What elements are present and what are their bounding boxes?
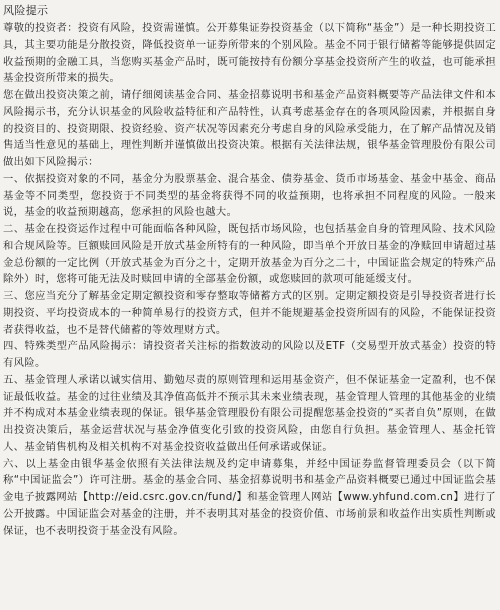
paragraph-registration: 六、以上基金由银华基金依照有关法律法规及约定申请募集，并经中国证券监督管理委员会（以下简称“中国证监会”）许可注册。基金的基金合同、基金招募说明书和基金产品资料概要已通过中国证监会基金电子披露网站【http://eid.csrc.gov.cn/fund/】和基金管理人网站【www.yhfund.com.cn】进行了公开披露。中国证监会对基金的注册，并不表明其对基金的投资价值、市场前景和收益作出实质性判断或保证，也不表明投资于基金没有风险。 [3, 457, 496, 537]
paragraph-greeting: 尊敬的投资者：投资有风险，投资需谨慎。公开募集证券投资基金（以下简称“基金”）是一种长期投资工具，其主要功能是分散投资，降低投资单一证券所带来的个别风险。基金不同于银行储蓄等能够提供固定收益预期的金融工具，当您购买基金产品时，既可能按持有份额分享基金投资所产生的收益，也可能承担基金投资所带来的损失。 [3, 22, 496, 85]
paragraph-regular-investment: 三、您应当充分了解基金定期定额投资和零存整取等储蓄方式的区别。定期定额投资是引导投资者进行长期投资、平均投资成本的一种简单易行的投资方式，但并不能规避基金投资所固有的风险，不能保证投资者获得收益，也不是替代储蓄的等效理财方式。 [3, 290, 496, 336]
paragraph-manager-commitment: 五、基金管理人承诺以诚实信用、勤勉尽责的原则管理和运用基金资产，但不保证基金一定盈利，也不保证最低收益。基金的过往业绩及其净值高低并不预示其未来业绩表现，基金管理人管理的其他基金的业绩并不构成对本基金业绩表现的保证。银华基金管理股份有限公司提醒您基金投资的“买者自负”原则，在做出投资决策后，基金运营状况与基金净值变化引致的投资风险，由您自行负担。基金管理人、基金托管人、基金销售机构及相关机构不对基金投资收益做出任何承诺或保证。 [3, 373, 496, 453]
paragraph-investment-decision: 您在做出投资决策之前，请仔细阅读基金合同、基金招募说明书和基金产品资料概要等产品法律文件和本风险揭示书，充分认识基金的风险收益特征和产品特性，认真考虑基金存在的各项风险因素，并根据自身的投资目的、投资期限、投资经验、资产状况等因素充分考虑自身的风险承受能力，在了解产品情况及销售适当性意见的基础上，理性判断并谨慎做出投资决策。根据有关法律法规，银华基金管理股份有限公司做出如下风险揭示： [3, 89, 496, 168]
document-title: 风险提示 [3, 4, 49, 17]
paragraph-fund-types: 一、依据投资对象的不同，基金分为股票基金、混合基金、债券基金、货币市场基金、基金中基金、商品基金等不同类型，您投资于不同类型的基金将获得不同的收益预期，也将承担不同程度的风险。一般来说，基金的收益预期越高，您承担的风险也越大。 [3, 172, 496, 219]
paragraph-operational-risks: 二、基金在投资运作过程中可能面临各种风险，既包括市场风险，也包括基金自身的管理风险、技术风险和合规风险等。巨额赎回风险是开放式基金所特有的一种风险，即当单个开放日基金的净赎回申请超过基金总份额的一定比例（开放式基金为百分之十，定期开放基金为百分之二十，中国证监会规定的特殊产品除外）时，您将可能无法及时赎回申请的全部基金份额，或您赎回的款项可能延缓支付。 [3, 223, 496, 286]
paragraph-special-product-risk: 四、特殊类型产品风险揭示：请投资者关注标的指数波动的风险以及ETF（交易型开放式基金）投资的特有风险。 [3, 340, 496, 369]
